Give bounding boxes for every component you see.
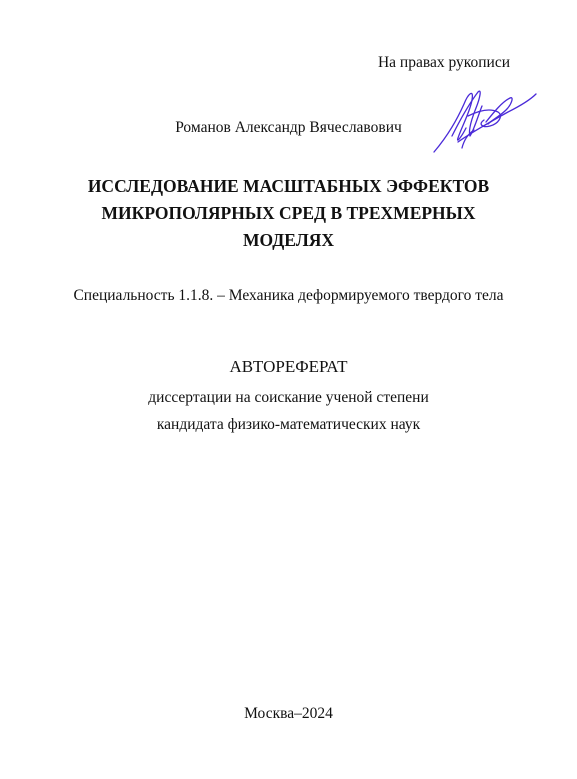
title-line: ИССЛЕДОВАНИЕ МАСШТАБНЫХ ЭФФЕКТОВ bbox=[87, 176, 490, 196]
dissertation-title bbox=[0, 173, 577, 254]
rights-note: На правах рукописи bbox=[377, 54, 510, 71]
specialty-line: Специальность 1.1.8. – Механика деформируемого твердого тела bbox=[73, 287, 504, 304]
document-type: АВТОРЕФЕРАТ bbox=[229, 357, 348, 376]
city-year: Москва–2024 bbox=[244, 705, 333, 722]
title-line: МИКРОПОЛЯРНЫХ СРЕД В ТРЕХМЕРНЫХ bbox=[101, 203, 476, 223]
purpose-line: диссертации на соискание ученой степени bbox=[148, 389, 429, 406]
purpose-line: кандидата физико-математических наук bbox=[156, 416, 421, 433]
author-signature bbox=[428, 86, 540, 158]
degree-purpose bbox=[0, 384, 577, 438]
author-name-text: Романов Александр Вячеславович bbox=[175, 119, 402, 136]
title-line: МОДЕЛЯХ bbox=[242, 230, 335, 250]
